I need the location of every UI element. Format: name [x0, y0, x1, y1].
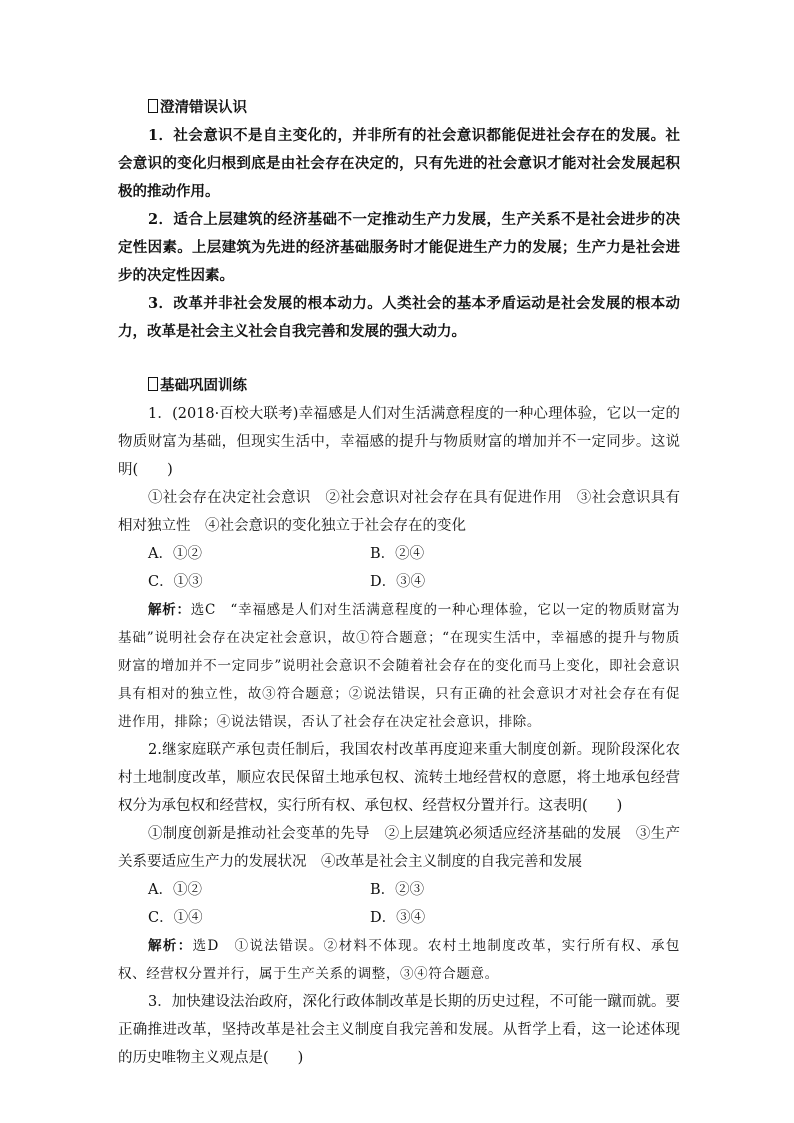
- explanation-tag: 解析：: [148, 602, 191, 618]
- question-1-explanation: [118, 596, 680, 736]
- clarify-item-3: 3．改革并非社会发展的根本动力。人类社会的基本矛盾运动是社会发展的根本动力，改革是社会主义社会自我完善和发展的强大动力。: [118, 295, 680, 340]
- option-a: A．①②: [148, 546, 202, 562]
- question-2-explanation: [118, 932, 680, 988]
- document-page: [118, 94, 680, 1072]
- question-2-options-row1: [118, 876, 680, 904]
- explanation-tag: 解析：: [148, 938, 193, 954]
- option-d: D．③④: [370, 910, 426, 926]
- checkbox-square-icon: [148, 377, 158, 391]
- question-1-stem: 1．(2018·百校大联考)幸福感是人们对生活满意程度的一种心理体验，它以一定的物质财富为基础，但现实生活中，幸福感的提升与物质财富的增加并不一定同步。这说明( ): [118, 406, 680, 478]
- question-2-choices: ①制度创新是推动社会变革的先导 ②上层建筑必须适应经济基础的发展 ③生产关系要适应生产力的发展状况 ④改革是社会主义制度的自我完善和发展: [118, 826, 680, 870]
- section-heading-clarify: [118, 94, 680, 122]
- option-a: A．①②: [148, 882, 202, 898]
- option-b: B．②④: [370, 546, 425, 562]
- section-heading-text: 基础巩固训练: [160, 377, 247, 394]
- option-c: C．①③: [148, 574, 203, 590]
- explanation-text: 选C “幸福感是人们对生活满意程度的一种心理体验，它以一定的物质财富为基础”说明社会存在决定社会意识，故①符合题意；“在现实生活中，幸福感的提升与物质财富的增加并不一定同步”说明社会意识不会随着社会存在的变化而马上变化，即社会意识具有相对的独立性，故③符合题意；②说法错误，只有正确的社会意识才对社会存在有促进作用，排除；④说法错误，否认了社会存在决定社会意识，排除。: [118, 602, 680, 730]
- checkbox-square-icon: [148, 99, 158, 113]
- clarify-item-1: 1．社会意识不是自主变化的，并非所有的社会意识都能促进社会存在的发展。社会意识的变化归根到底是由社会存在决定的，只有先进的社会意识才能对社会发展起积极的推动作用。: [118, 127, 680, 200]
- option-b: B．②③: [370, 882, 425, 898]
- question-1-choices: ①社会存在决定社会意识 ②社会意识对社会存在具有促进作用 ③社会意识具有相对独立性 ④社会意识的变化独立于社会存在的变化: [118, 490, 680, 534]
- question-3-stem: 3．加快建设法治政府，深化行政体制改革是长期的历史过程，不可能一蹴而就。要正确推进改革，坚持改革是社会主义制度自我完善和发展。从哲学上看，这一论述体现的历史唯物主义观点是( ): [118, 994, 680, 1066]
- question-1-options-row1: [118, 540, 680, 568]
- section-heading-practice: [118, 372, 680, 400]
- question-2-stem: 2.继家庭联产承包责任制后，我国农村改革再度迎来重大制度创新。现阶段深化农村土地制度改革，顺应农民保留土地承包权、流转土地经营权的意愿，将土地承包经营权分为承包权和经营权，实行所有权、承包权、经营权分置并行。这表明( ): [118, 742, 680, 814]
- clarify-item-2: 2．适合上层建筑的经济基础不一定推动生产力发展，生产关系不是社会进步的决定性因素。上层建筑为先进的经济基础服务时才能促进生产力的发展；生产力是社会进步的决定性因素。: [118, 211, 680, 284]
- explanation-text: 选D ①说法错误。②材料不体现。农村土地制度改革，实行所有权、承包权、经营权分置并行，属于生产关系的调整，③④符合题意。: [118, 938, 680, 982]
- section-heading-text: 澄清错误认识: [160, 99, 247, 116]
- option-c: C．①④: [148, 910, 203, 926]
- question-1-options-row2: [118, 568, 680, 596]
- option-d: D．③④: [370, 574, 426, 590]
- question-2-options-row2: [118, 904, 680, 932]
